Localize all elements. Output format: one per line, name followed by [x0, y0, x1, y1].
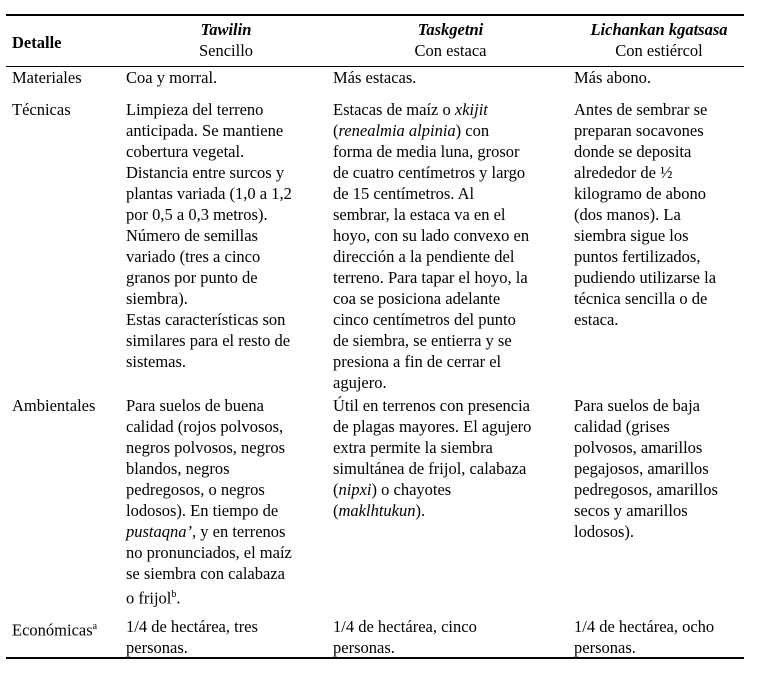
- cell-line: donde se deposita: [574, 142, 692, 161]
- text-span: o frijol: [126, 588, 172, 608]
- cell-line: de cuatro centímetros y largo: [333, 163, 526, 182]
- cell-line: [333, 99, 529, 120]
- row-label-economicas: [12, 616, 97, 641]
- text-span: ).: [415, 501, 426, 520]
- text-span: (: [333, 121, 339, 140]
- species-name: renealmia alpinia: [338, 121, 456, 140]
- cell-materiales-taskgetni: [333, 67, 416, 88]
- cell-line: (dos manos). La: [574, 205, 681, 224]
- cell-line: siembra sigue los: [574, 226, 689, 245]
- cell-line: preparan socavones: [574, 121, 704, 140]
- cell-line: Para suelos de buena: [126, 396, 264, 415]
- cell-line: lodosos). En tiempo de: [126, 501, 279, 520]
- cell-line: Distancia entre surcos y: [126, 163, 285, 182]
- header-subtitle: Con estiércol: [615, 41, 703, 60]
- cell-line: secos y amarillos: [574, 501, 688, 520]
- cell-line: pegajosos, amarillos: [574, 459, 709, 478]
- cell-line: blandos, negros: [126, 459, 230, 478]
- cell-line: [126, 521, 292, 542]
- top-rule: [6, 14, 744, 16]
- local-term: pustaqna’: [126, 522, 192, 541]
- cell-line: técnica sencilla o de: [574, 289, 708, 308]
- local-term: maklhtukun: [338, 501, 416, 520]
- cell-economicas-lichankan: [574, 616, 714, 658]
- text-span: ) o chayotes: [371, 480, 452, 499]
- cell-line: Más abono.: [574, 68, 651, 87]
- text-span: ) con: [455, 121, 490, 140]
- text-span: Estacas de maíz o: [333, 100, 455, 119]
- text-span: .: [176, 588, 181, 608]
- cell-line: variado (tres a cinco: [126, 247, 261, 266]
- cell-line: extra permite la siembra: [333, 438, 493, 457]
- cell-line: personas.: [574, 638, 636, 657]
- cell-line: alrededor de ½: [574, 163, 673, 182]
- row-label-materiales: Materiales: [12, 68, 82, 87]
- header-title: Tawilin: [200, 20, 252, 39]
- cell-line: pudiendo utilizarse la: [574, 268, 717, 287]
- header-title: Taskgetni: [417, 20, 484, 39]
- cell-line: kilogramo de abono: [574, 184, 706, 203]
- cell-line: granos por punto de: [126, 268, 258, 287]
- text-span: , y en terrenos: [192, 522, 286, 541]
- cell-materiales-lichankan: [574, 67, 651, 88]
- cell-line: plantas variada (1,0 a 1,2: [126, 184, 292, 203]
- cell-line: hoyo, con su lado convexo en: [333, 226, 530, 245]
- cell-line: no pronunciados, el maíz: [126, 543, 292, 562]
- cell-line: pedregosos, o negros: [126, 480, 265, 499]
- cell-tecnicas-taskgetni: [333, 99, 529, 393]
- cell-line: coa se posiciona adelante: [333, 289, 501, 308]
- header-col-taskgetni: [333, 19, 568, 61]
- cell-line: lodosos).: [574, 522, 635, 541]
- cell-materiales-tawilin: [126, 67, 217, 88]
- row-label-tecnicas: Técnicas: [12, 100, 71, 119]
- cell-line: terreno. Para tapar el hoyo, la: [333, 268, 528, 287]
- text-span: (: [333, 480, 339, 499]
- cell-line: presiona a fin de cerrar el: [333, 352, 502, 371]
- cell-line: dirección a la pendiente del: [333, 247, 515, 266]
- cell-line: Útil en terrenos con presencia: [333, 396, 531, 415]
- cell-line: Coa y morral.: [126, 68, 218, 87]
- cell-line: por 0,5 a 0,3 metros).: [126, 205, 268, 224]
- cell-line: Para suelos de baja: [574, 396, 700, 415]
- cell-line: calidad (grises: [574, 417, 670, 436]
- cell-line: [333, 500, 531, 521]
- cell-line: de siembra, se entierra y se: [333, 331, 512, 350]
- cell-line: puntos fertilizados,: [574, 247, 701, 266]
- cell-line: sembrar, la estaca va en el: [333, 205, 506, 224]
- cell-line: [333, 120, 529, 141]
- footnote-marker: b: [171, 589, 177, 600]
- cell-line: polvosos, amarillos: [574, 438, 703, 457]
- cell-economicas-taskgetni: [333, 616, 477, 658]
- cell-line: negros polvosos, negros: [126, 438, 286, 457]
- cell-line: calidad (rojos polvosos,: [126, 417, 284, 436]
- cell-line: Número de semillas: [126, 226, 258, 245]
- cell-line: personas.: [126, 638, 188, 657]
- text-span: (: [333, 501, 339, 520]
- header-detalle: Detalle: [12, 33, 62, 52]
- header-col-lichankan: [574, 19, 744, 61]
- local-term: nipxi: [338, 480, 372, 499]
- cell-ambientales-tawilin: [126, 395, 292, 609]
- cell-line: [126, 584, 292, 609]
- cell-line: Estas características son: [126, 310, 286, 329]
- cell-line: 1/4 de hectárea, cinco: [333, 617, 477, 636]
- cell-line: de plagas mayores. El agujero: [333, 417, 532, 436]
- header-subtitle: Sencillo: [198, 41, 254, 60]
- cell-line: se siembra con calabaza: [126, 564, 285, 583]
- cell-line: pedregosos, amarillos: [574, 480, 718, 499]
- cell-ambientales-lichankan: [574, 395, 718, 542]
- cell-economicas-tawilin: [126, 616, 258, 658]
- cell-line: 1/4 de hectárea, tres: [126, 617, 258, 636]
- cell-ambientales-taskgetni: [333, 395, 531, 521]
- footnote-marker: a: [92, 621, 98, 632]
- header-title: Lichankan kgatsasa: [590, 20, 728, 39]
- header-col-tawilin: [126, 19, 326, 61]
- cell-line: Antes de sembrar se: [574, 100, 708, 119]
- cell-line: simultánea de frijol, calabaza: [333, 459, 527, 478]
- text-span: Económicas: [12, 620, 93, 640]
- cell-line: estaca.: [574, 310, 619, 329]
- cell-line: 1/4 de hectárea, ocho: [574, 617, 715, 636]
- header-subtitle: Con estaca: [414, 41, 487, 60]
- cell-line: sistemas.: [126, 352, 187, 371]
- cell-line: cobertura vegetal.: [126, 142, 245, 161]
- cell-tecnicas-tawilin: [126, 99, 292, 372]
- species-name: xkijit: [454, 100, 488, 119]
- cell-line: [333, 479, 531, 500]
- cell-line: personas.: [333, 638, 395, 657]
- cell-line: anticipada. Se mantiene: [126, 121, 284, 140]
- cell-line: agujero.: [333, 373, 387, 392]
- cell-line: de 15 centímetros. Al: [333, 184, 475, 203]
- row-label-ambientales: Ambientales: [12, 396, 96, 415]
- cell-line: siembra).: [126, 289, 188, 308]
- cell-line: forma de media luna, grosor: [333, 142, 520, 161]
- cell-line: Limpieza del terreno: [126, 100, 264, 119]
- cell-tecnicas-lichankan: [574, 99, 716, 330]
- cell-line: cinco centímetros del punto: [333, 310, 516, 329]
- cell-line: similares para el resto de: [126, 331, 291, 350]
- cell-line: Más estacas.: [333, 68, 417, 87]
